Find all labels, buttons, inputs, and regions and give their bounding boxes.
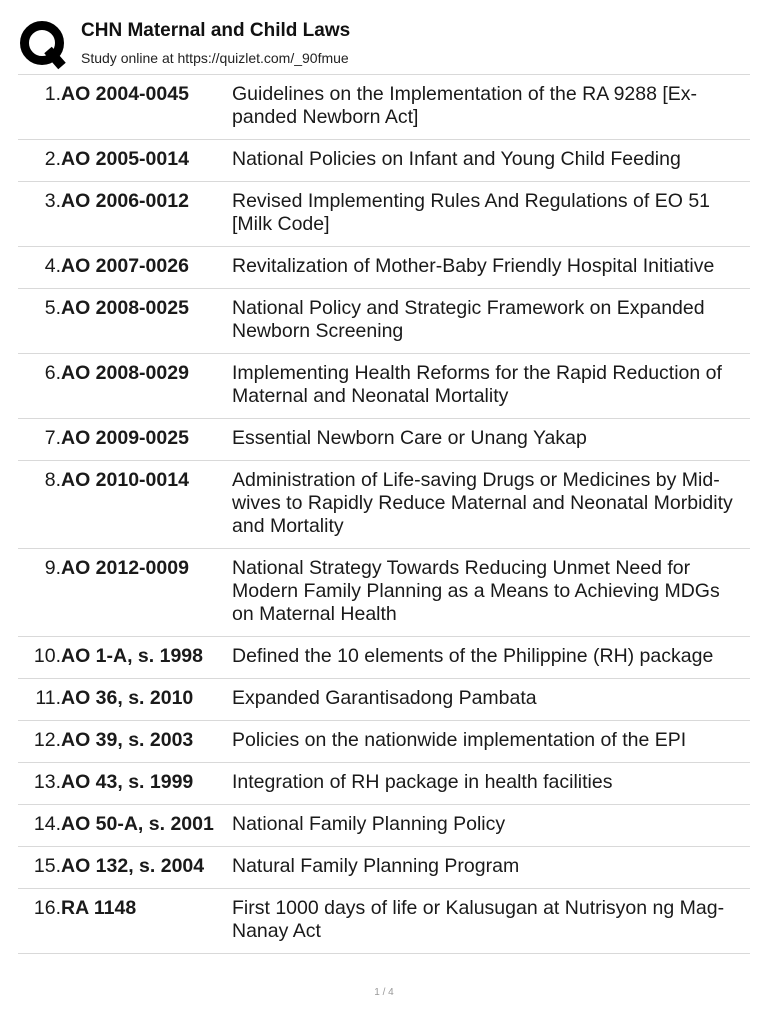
list-item bbox=[18, 549, 750, 637]
item-number: 12. bbox=[33, 729, 61, 751]
item-code: AO 2008-0025 bbox=[61, 297, 189, 319]
item-description: Implementing Health Reforms for the Rapid Reduction of Maternal and Neonatal Mortality bbox=[232, 362, 722, 407]
quizlet-logo-icon bbox=[18, 18, 70, 70]
item-code: RA 1148 bbox=[61, 897, 137, 919]
item-number: 3. bbox=[44, 190, 61, 212]
item-description: National Policy and Strategic Framework on Expanded Newborn Screening bbox=[232, 297, 705, 342]
list-item bbox=[18, 247, 750, 289]
item-number: 1. bbox=[44, 83, 61, 105]
item-number-cell bbox=[18, 362, 61, 408]
item-description: National Policies on Infant and Young Child Feeding bbox=[232, 148, 681, 170]
list-item bbox=[18, 805, 750, 847]
list-item bbox=[18, 637, 750, 679]
item-number: 4. bbox=[44, 255, 61, 277]
item-number-cell bbox=[18, 148, 61, 171]
list-item bbox=[18, 182, 750, 247]
item-number: 13. bbox=[33, 771, 61, 793]
item-code: AO 2004-0045 bbox=[61, 83, 189, 105]
list-item bbox=[18, 461, 750, 549]
page-number: 1 / 4 bbox=[374, 987, 394, 998]
item-number-cell bbox=[18, 469, 61, 538]
item-code: AO 50-A, s. 2001 bbox=[61, 813, 214, 835]
law-list bbox=[18, 74, 750, 954]
item-number-cell bbox=[18, 813, 61, 836]
item-number: 5. bbox=[44, 297, 61, 319]
item-number: 6. bbox=[44, 362, 61, 384]
item-code: AO 43, s. 1999 bbox=[61, 771, 194, 793]
item-number-cell bbox=[18, 190, 61, 236]
item-code: AO 2007-0026 bbox=[61, 255, 189, 277]
page-header bbox=[18, 16, 750, 74]
list-item bbox=[18, 763, 750, 805]
item-description: Essential Newborn Care or Unang Yakap bbox=[232, 427, 587, 449]
list-item bbox=[18, 679, 750, 721]
item-code: AO 2008-0029 bbox=[61, 362, 189, 384]
item-number: 16. bbox=[33, 897, 61, 919]
item-code: AO 2009-0025 bbox=[61, 427, 189, 449]
item-number: 9. bbox=[44, 557, 61, 579]
item-number-cell bbox=[18, 897, 61, 943]
item-description: National Strategy Towards Reducing Unmet Need for Modern Family Planning as a Means to Achieving MDGs on Maternal Health bbox=[232, 557, 720, 625]
list-item bbox=[18, 140, 750, 182]
list-item bbox=[18, 847, 750, 889]
item-number-cell bbox=[18, 297, 61, 343]
item-code: AO 39, s. 2003 bbox=[61, 729, 194, 751]
item-number-cell bbox=[18, 729, 61, 752]
list-item bbox=[18, 354, 750, 419]
item-number: 2. bbox=[44, 148, 61, 170]
item-number-cell bbox=[18, 645, 61, 668]
list-item bbox=[18, 75, 750, 140]
item-number-cell bbox=[18, 255, 61, 278]
item-number-cell bbox=[18, 557, 61, 626]
item-number-cell bbox=[18, 83, 61, 129]
item-number: 7. bbox=[44, 427, 61, 449]
item-code: AO 2005-0014 bbox=[61, 148, 189, 170]
page-title: CHN Maternal and Child Laws bbox=[81, 20, 351, 41]
item-number-cell bbox=[18, 427, 61, 450]
item-description: Defined the 10 elements of the Philippine (RH) package bbox=[232, 645, 714, 667]
item-number-cell bbox=[18, 687, 61, 710]
item-description: Expanded Garantisadong Pambata bbox=[232, 687, 537, 709]
item-number: 15. bbox=[33, 855, 61, 877]
list-item bbox=[18, 419, 750, 461]
list-item bbox=[18, 289, 750, 354]
item-number: 10. bbox=[33, 645, 61, 667]
item-description: Guidelines on the Implementation of the RA 9288 [Ex-panded Newborn Act] bbox=[232, 83, 698, 128]
list-item bbox=[18, 889, 750, 954]
item-description: National Family Planning Policy bbox=[232, 813, 506, 835]
item-number-cell bbox=[18, 855, 61, 878]
item-code: AO 2006-0012 bbox=[61, 190, 189, 212]
item-description: Administration of Life-saving Drugs or Medicines by Mid-wives to Rapidly Reduce Maternal and Neonatal Morbidity and Mortality bbox=[232, 469, 733, 537]
item-description: Natural Family Planning Program bbox=[232, 855, 520, 877]
item-number: 11. bbox=[35, 687, 61, 709]
item-code: AO 36, s. 2010 bbox=[61, 687, 194, 709]
item-code: AO 1-A, s. 1998 bbox=[61, 645, 203, 667]
page-subtitle: Study online at https://quizlet.com/_90fmue bbox=[81, 50, 349, 66]
list-item bbox=[18, 721, 750, 763]
item-number-cell bbox=[18, 771, 61, 794]
item-number: 8. bbox=[44, 469, 61, 491]
item-description: Policies on the nationwide implementation of the EPI bbox=[232, 729, 687, 751]
item-code: AO 2012-0009 bbox=[61, 557, 189, 579]
item-number: 14. bbox=[33, 813, 61, 835]
item-description: Revitalization of Mother-Baby Friendly Hospital Initiative bbox=[232, 255, 715, 277]
item-description: First 1000 days of life or Kalusugan at Nutrisyon ng Mag-Nanay Act bbox=[232, 897, 725, 942]
item-code: AO 132, s. 2004 bbox=[61, 855, 205, 877]
item-description: Integration of RH package in health facilities bbox=[232, 771, 613, 793]
item-code: AO 2010-0014 bbox=[61, 469, 189, 491]
item-description: Revised Implementing Rules And Regulations of EO 51 [Milk Code] bbox=[232, 190, 711, 235]
